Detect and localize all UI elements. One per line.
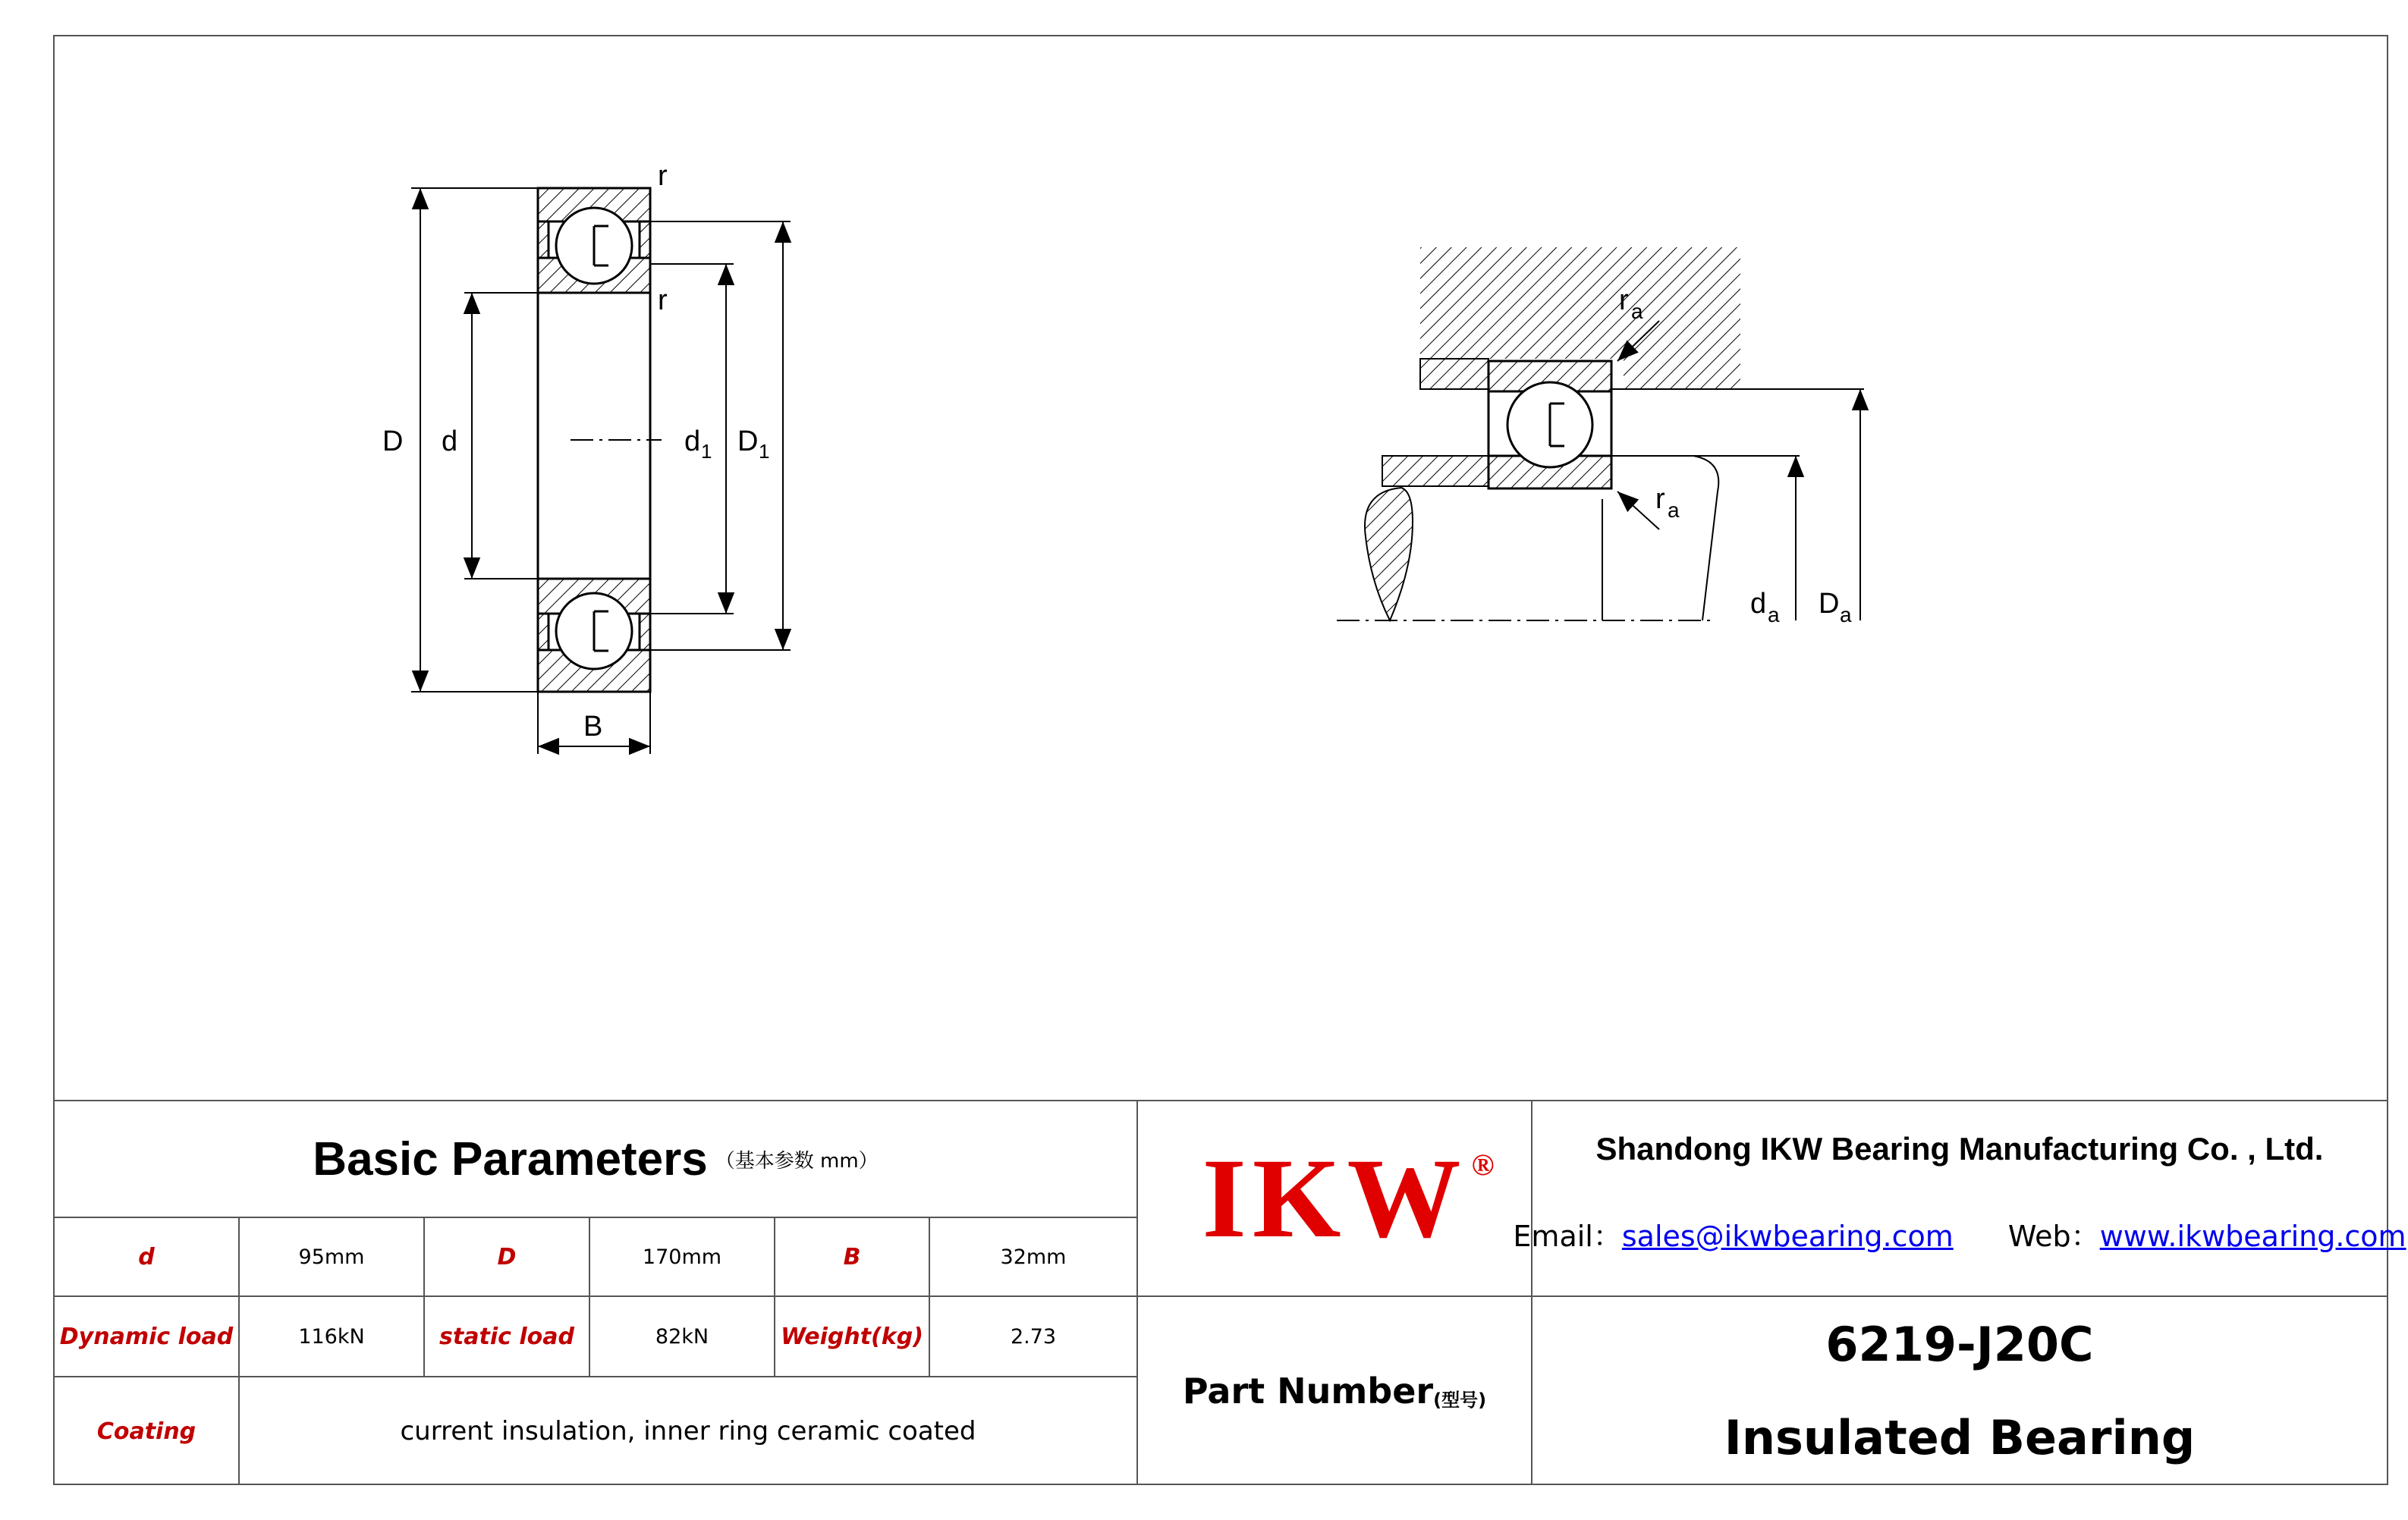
- basic-parameters-header: [55, 1101, 1138, 1218]
- label-da-sub: a: [1768, 603, 1780, 627]
- title-block: [55, 1100, 2406, 1485]
- label-d: d: [442, 426, 458, 457]
- part-number: 6219-J20C: [1825, 1317, 2094, 1372]
- param-weight-value: 2.73: [930, 1297, 1138, 1377]
- part-number-value-cell: [1533, 1297, 2387, 1485]
- label-ra-bottom-sub: a: [1668, 498, 1680, 522]
- param-D-value: 170mm: [590, 1218, 775, 1297]
- param-weight-label: Weight(kg): [775, 1297, 930, 1377]
- param-coating-label: Coating: [55, 1377, 240, 1485]
- param-B-label: B: [775, 1218, 930, 1297]
- label-Da-sub: a: [1840, 603, 1852, 627]
- label-da: d: [1750, 588, 1767, 620]
- email-label: Email：: [1513, 1219, 1622, 1253]
- part-number-label-sub: (型号): [1433, 1389, 1487, 1411]
- basic-parameters-title: Basic Parameters: [313, 1132, 708, 1186]
- logo-text: IKW: [1202, 1135, 1467, 1261]
- bearing-cross-section: [411, 188, 791, 754]
- drawing-sheet: [53, 35, 2406, 1485]
- bearing-type: Insulated Bearing: [1724, 1410, 2196, 1465]
- label-r-top: r: [658, 160, 668, 192]
- company-cell: [1513, 1101, 2406, 1297]
- param-static-load-value: 82kN: [590, 1297, 775, 1377]
- param-d-label: d: [55, 1218, 240, 1297]
- label-ra-top-sub: a: [1631, 300, 1643, 323]
- label-r-mid: r: [658, 284, 668, 316]
- param-static-load-label: static load: [425, 1297, 590, 1377]
- param-d-value: 95mm: [240, 1218, 425, 1297]
- label-B: B: [583, 711, 603, 743]
- web-label: Web：: [2007, 1219, 2100, 1253]
- web-link[interactable]: www.ikwbearing.com: [2099, 1219, 2406, 1253]
- label-Da: D: [1819, 588, 1840, 620]
- email-link[interactable]: sales@ikwbearing.com: [1621, 1219, 1954, 1253]
- param-coating-value: current insulation, inner ring ceramic coated: [240, 1377, 1138, 1485]
- bearing-mounting-diagram: [1337, 247, 1864, 620]
- label-D1-sub: 1: [759, 440, 770, 463]
- label-d1-sub: 1: [701, 440, 712, 463]
- ikw-logo: [1202, 1133, 1501, 1264]
- param-dynamic-load-label: Dynamic load: [55, 1297, 240, 1377]
- param-B-value: 32mm: [930, 1218, 1138, 1297]
- label-D: D: [382, 426, 404, 457]
- param-D-label: D: [425, 1218, 590, 1297]
- label-ra-top: r: [1619, 284, 1629, 316]
- company-name: Shandong IKW Bearing Manufacturing Co. , Ltd.: [1595, 1130, 2324, 1167]
- technical-drawing-area: [55, 36, 2387, 1100]
- part-number-label-cell: [1138, 1297, 1533, 1485]
- contact-line: [1513, 1213, 2406, 1255]
- label-D1: D: [737, 426, 759, 457]
- registered-mark: ®: [1471, 1148, 1501, 1182]
- label-ra-bottom: r: [1655, 483, 1665, 515]
- param-dynamic-load-value: 116kN: [240, 1297, 425, 1377]
- part-number-label: Part Number: [1182, 1371, 1434, 1412]
- basic-parameters-subtitle: （基本参数 mm）: [715, 1149, 879, 1173]
- logo-cell: [1138, 1101, 1533, 1297]
- label-d1: d: [684, 426, 701, 457]
- bearing-drawings: [55, 36, 2387, 1100]
